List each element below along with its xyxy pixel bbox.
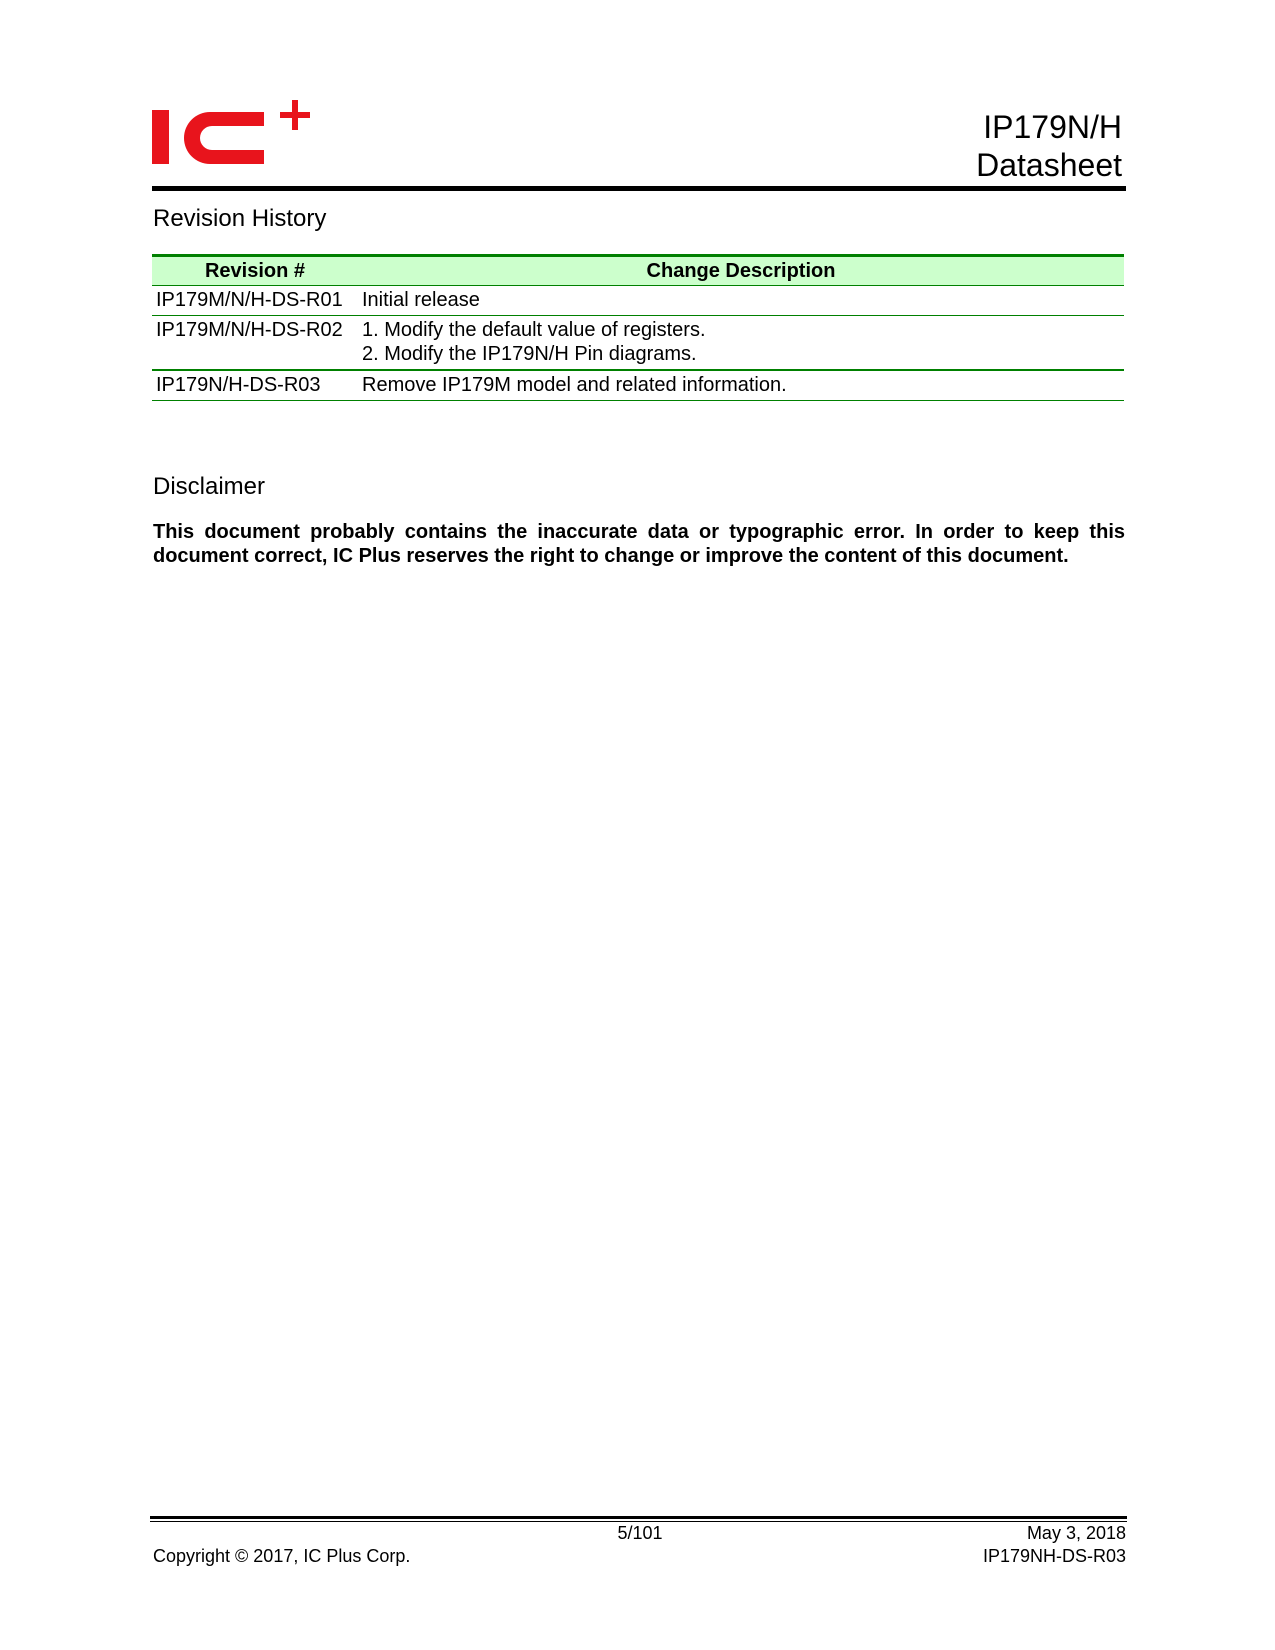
revision-history-heading: Revision History xyxy=(153,205,327,232)
table-header-row xyxy=(152,256,1124,286)
description-line: 2. Modify the IP179N/H Pin diagrams. xyxy=(362,343,697,365)
description-line: Initial release xyxy=(362,289,480,311)
description-cell xyxy=(358,286,1124,316)
revision-cell: IP179M/N/H-DS-R01 xyxy=(152,286,358,316)
document-title xyxy=(976,108,1122,184)
ic-plus-logo xyxy=(152,98,332,180)
revision-cell: IP179N/H-DS-R03 xyxy=(152,370,358,401)
column-header-description: Change Description xyxy=(358,256,1124,286)
table-row xyxy=(152,286,1124,316)
column-header-revision: Revision # xyxy=(152,256,358,286)
revision-history-table xyxy=(152,254,1124,401)
page-number: 5/101 xyxy=(617,1523,663,1543)
description-line: Remove IP179M model and related information. xyxy=(362,374,787,396)
document-id: IP179NH-DS-R03 xyxy=(982,1546,1126,1566)
description-line: 1. Modify the default value of registers. xyxy=(362,319,706,341)
copyright-notice: Copyright © 2017, IC Plus Corp. xyxy=(153,1546,411,1566)
table-row xyxy=(152,316,1124,371)
description-cell xyxy=(358,316,1124,371)
revision-cell: IP179M/N/H-DS-R02 xyxy=(152,316,358,371)
footer-rule xyxy=(150,1516,1127,1519)
header-rule xyxy=(152,186,1126,191)
disclaimer-heading: Disclaimer xyxy=(153,473,266,500)
product-name: IP179N/H xyxy=(983,109,1122,145)
document-type: Datasheet xyxy=(976,147,1122,183)
footer-date: May 3, 2018 xyxy=(1026,1523,1126,1543)
description-cell xyxy=(358,370,1124,401)
table-row xyxy=(152,370,1124,401)
disclaimer-text: This document probably contains the inaccurate data or typographic error. In order to keep this document correct, IC Plus reserves the right to change or improve the content of this document. xyxy=(153,521,1125,567)
